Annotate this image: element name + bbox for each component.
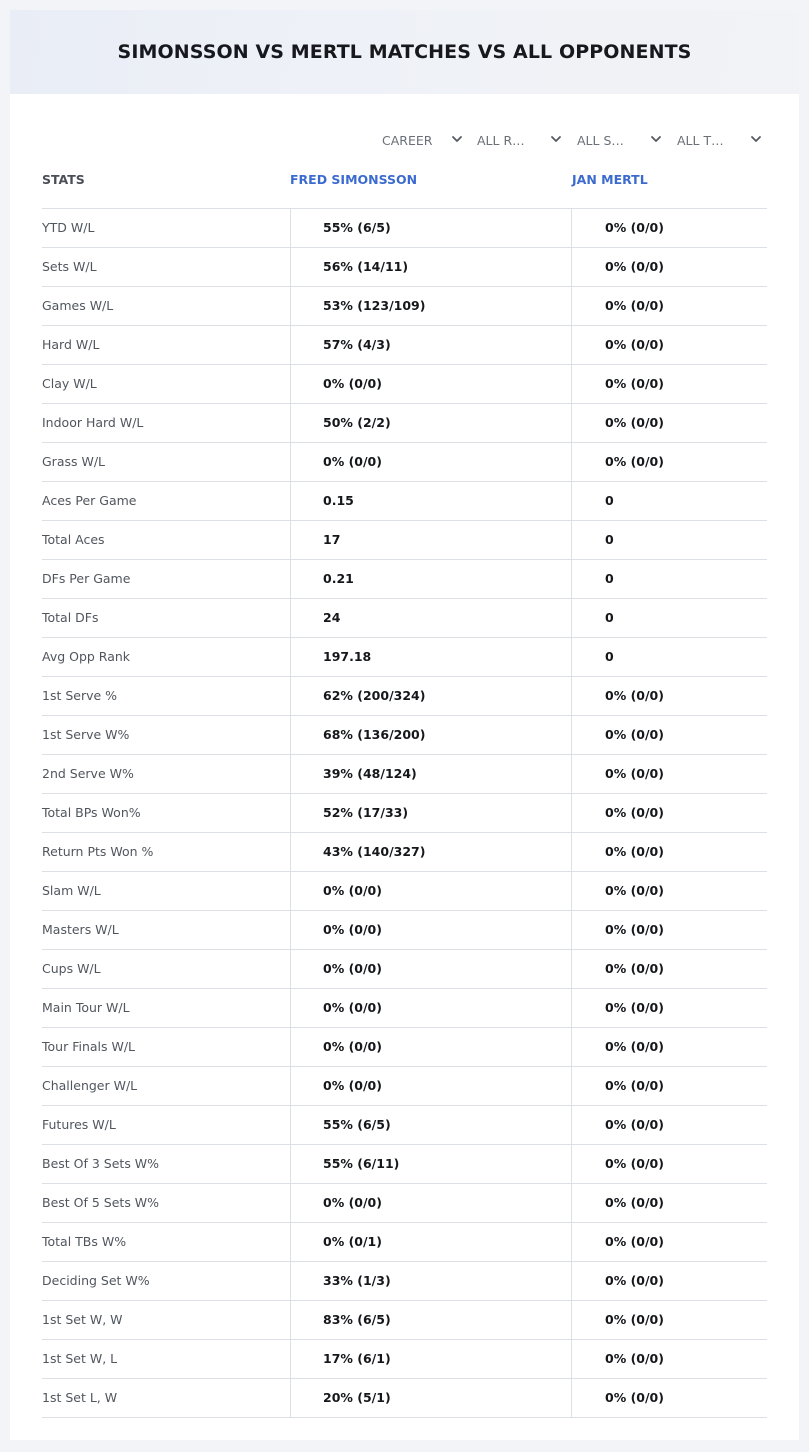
player2-value-cell: 0% (0/0) [571, 248, 767, 286]
player2-value-cell: 0% (0/0) [571, 287, 767, 325]
player2-value-cell: 0 [571, 482, 767, 520]
player1-value-cell: 17 [290, 521, 571, 559]
table-row [42, 1106, 767, 1145]
player2-value-cell: 0% (0/0) [571, 1340, 767, 1378]
stat-cell: Return Pts Won % [42, 844, 154, 859]
player1-value-cell: 57% (4/3) [290, 326, 571, 364]
player1-value-cell: 0.15 [290, 482, 571, 520]
filter-tournament-select[interactable] [677, 128, 763, 152]
stat-cell: Tour Finals W/L [42, 1039, 136, 1054]
player1-value-cell: 17% (6/1) [290, 1340, 571, 1378]
stat-cell: Main Tour W/L [42, 1000, 130, 1015]
stat-cell: Slam W/L [42, 883, 101, 898]
table-row [42, 794, 767, 833]
player1-value-cell: 55% (6/5) [290, 1106, 571, 1144]
table-row [42, 677, 767, 716]
player2-value-cell: 0 [571, 560, 767, 598]
table-row [42, 716, 767, 755]
filter-period-select[interactable] [382, 128, 464, 152]
player1-value-cell: 68% (136/200) [290, 716, 571, 754]
player1-value-cell: 0% (0/0) [290, 989, 571, 1027]
player1-value-cell: 0% (0/0) [290, 911, 571, 949]
stat-cell: 1st Set W, W [42, 1312, 123, 1327]
filter-bar [382, 128, 768, 152]
table-row [42, 209, 767, 248]
stat-cell: Cups W/L [42, 961, 101, 976]
filter-label: ALL T… [677, 132, 724, 148]
filter-surface-select[interactable] [577, 128, 663, 152]
table-row [42, 989, 767, 1028]
player1-value-cell: 83% (6/5) [290, 1301, 571, 1339]
player1-value-cell: 0% (0/0) [290, 1184, 571, 1222]
table-row [42, 326, 767, 365]
player1-value-cell: 55% (6/5) [290, 209, 571, 247]
table-row [42, 521, 767, 560]
table-row [42, 287, 767, 326]
player2-value-cell: 0% (0/0) [571, 1262, 767, 1300]
table-row [42, 599, 767, 638]
table-row [42, 911, 767, 950]
filter-label: CAREER [382, 132, 433, 148]
player2-value-cell: 0 [571, 599, 767, 637]
table-row [42, 1379, 767, 1418]
player2-value-cell: 0% (0/0) [571, 950, 767, 988]
table-row [42, 1145, 767, 1184]
player1-value-cell: 43% (140/327) [290, 833, 571, 871]
player1-value-cell: 0% (0/0) [290, 443, 571, 481]
player2-value-cell: 0% (0/0) [571, 1028, 767, 1066]
table-row [42, 833, 767, 872]
player2-value-cell: 0% (0/0) [571, 911, 767, 949]
filter-label: ALL S… [577, 132, 624, 148]
page-title: SIMONSSON VS MERTL MATCHES VS ALL OPPONENTS [117, 41, 692, 63]
stat-cell: Aces Per Game [42, 493, 137, 508]
player1-value-cell: 20% (5/1) [290, 1379, 571, 1417]
player2-value-cell: 0% (0/0) [571, 872, 767, 910]
player2-value-cell: 0% (0/0) [571, 1379, 767, 1417]
player1-value-cell: 55% (6/11) [290, 1145, 571, 1183]
stat-cell: DFs Per Game [42, 571, 131, 586]
table-row [42, 482, 767, 521]
table-row [42, 1067, 767, 1106]
player1-value-cell: 56% (14/11) [290, 248, 571, 286]
table-row [42, 638, 767, 677]
player1-value-cell: 62% (200/324) [290, 677, 571, 715]
filter-label: ALL R… [477, 132, 525, 148]
player1-value-cell: 0% (0/1) [290, 1223, 571, 1261]
stat-cell: 1st Serve W% [42, 727, 130, 742]
table-row [42, 404, 767, 443]
player2-value-cell: 0% (0/0) [571, 1145, 767, 1183]
player1-value-cell: 33% (1/3) [290, 1262, 571, 1300]
table-row [42, 1340, 767, 1379]
filter-round-select[interactable] [477, 128, 563, 152]
player2-value-cell: 0% (0/0) [571, 1184, 767, 1222]
stat-cell: Deciding Set W% [42, 1273, 150, 1288]
player2-value-cell: 0% (0/0) [571, 1106, 767, 1144]
chevron-down-icon [450, 132, 464, 146]
stat-cell: Hard W/L [42, 337, 100, 352]
player1-value-cell: 39% (48/124) [290, 755, 571, 793]
table-row [42, 1184, 767, 1223]
player2-value-cell: 0% (0/0) [571, 716, 767, 754]
player2-value-cell: 0% (0/0) [571, 833, 767, 871]
player1-value-cell: 0% (0/0) [290, 1067, 571, 1105]
table-row [42, 950, 767, 989]
stats-table [42, 208, 767, 1418]
stat-cell: Masters W/L [42, 922, 119, 937]
table-row [42, 872, 767, 911]
player2-value-cell: 0% (0/0) [571, 404, 767, 442]
stat-cell: Total BPs Won% [42, 805, 141, 820]
stats-card [10, 10, 799, 1440]
player2-value-cell: 0% (0/0) [571, 209, 767, 247]
player2-value-cell: 0% (0/0) [571, 443, 767, 481]
stat-cell: Clay W/L [42, 376, 97, 391]
player1-value-cell: 0.21 [290, 560, 571, 598]
stat-cell: Avg Opp Rank [42, 649, 131, 664]
table-row [42, 1301, 767, 1340]
player2-value-cell: 0% (0/0) [571, 989, 767, 1027]
table-row [42, 1028, 767, 1067]
player1-value-cell: 0% (0/0) [290, 950, 571, 988]
column-header-player2[interactable]: JAN MERTL [572, 172, 648, 187]
player2-value-cell: 0% (0/0) [571, 1301, 767, 1339]
stat-cell: 1st Set L, W [42, 1390, 118, 1405]
table-row [42, 443, 767, 482]
stat-cell: Challenger W/L [42, 1078, 138, 1093]
column-header-stats: STATS [42, 172, 85, 187]
player1-value-cell: 24 [290, 599, 571, 637]
table-row [42, 1223, 767, 1262]
chevron-down-icon [649, 132, 663, 146]
player1-value-cell: 53% (123/109) [290, 287, 571, 325]
stat-cell: Games W/L [42, 298, 114, 313]
player2-value-cell: 0 [571, 638, 767, 676]
player2-value-cell: 0% (0/0) [571, 365, 767, 403]
stat-cell: 1st Serve % [42, 688, 118, 703]
player2-value-cell: 0 [571, 521, 767, 559]
stat-cell: Total DFs [42, 610, 99, 625]
stat-cell: Sets W/L [42, 259, 97, 274]
player2-value-cell: 0% (0/0) [571, 755, 767, 793]
player2-value-cell: 0% (0/0) [571, 1223, 767, 1261]
player1-value-cell: 0% (0/0) [290, 872, 571, 910]
player1-value-cell: 50% (2/2) [290, 404, 571, 442]
table-row [42, 365, 767, 404]
table-row [42, 560, 767, 599]
stat-cell: Futures W/L [42, 1117, 116, 1132]
player2-value-cell: 0% (0/0) [571, 326, 767, 364]
player1-value-cell: 52% (17/33) [290, 794, 571, 832]
table-row [42, 755, 767, 794]
stat-cell: Best Of 3 Sets W% [42, 1156, 160, 1171]
player2-value-cell: 0% (0/0) [571, 794, 767, 832]
card-header [10, 10, 799, 94]
table-row [42, 1262, 767, 1301]
player1-value-cell: 197.18 [290, 638, 571, 676]
stat-cell: YTD W/L [42, 220, 95, 235]
table-row [42, 248, 767, 287]
chevron-down-icon [749, 132, 763, 146]
stat-cell: Grass W/L [42, 454, 106, 469]
stat-cell: Total Aces [42, 532, 105, 547]
player1-value-cell: 0% (0/0) [290, 365, 571, 403]
stat-cell: Total TBs W% [42, 1234, 127, 1249]
stat-cell: 1st Set W, L [42, 1351, 118, 1366]
stat-cell: 2nd Serve W% [42, 766, 134, 781]
player2-value-cell: 0% (0/0) [571, 1067, 767, 1105]
stat-cell: Best Of 5 Sets W% [42, 1195, 160, 1210]
stat-cell: Indoor Hard W/L [42, 415, 144, 430]
player1-value-cell: 0% (0/0) [290, 1028, 571, 1066]
column-header-player1[interactable]: FRED SIMONSSON [290, 172, 418, 187]
chevron-down-icon [549, 132, 563, 146]
table-header [42, 170, 767, 208]
player2-value-cell: 0% (0/0) [571, 677, 767, 715]
